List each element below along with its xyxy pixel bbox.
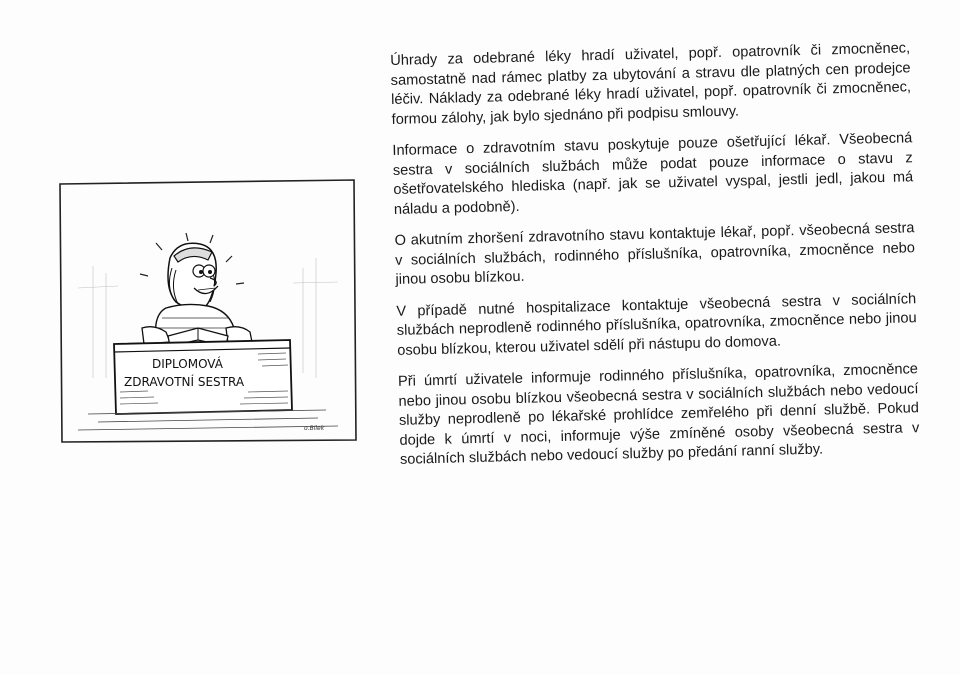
desk-sign-line2: ZDRAVOTNÍ SESTRA	[124, 375, 245, 389]
paragraph-death-notification: Při úmrtí uživatele informuje rodinného příslušníka, opatrovníka, zmocněnce nebo jinou osobu blízkou všeobecná sestra v sociálních službách nebo vedoucí služby neprodleně po lékařské prohlídce zemřelého při denní službě. Pokud dojde k úmrtí v noci, informuje výše zmíněné osoby všeobecná sestra v sociálních službách nebo vedoucí služby po předání ranní služby.	[397, 361, 920, 468]
paragraph-hospitalization: V případě nutné hospitalizace kontaktuje všeobecná sestra v sociálních službách neprodleně rodinného příslušníka, opatrovníka, zmocněnce nebo jinou osobu blízkou, kterou uživatel sdělí při nástupu do domova.	[396, 290, 917, 359]
paragraph-health-information: Informace o zdravotním stavu poskytuje pouze ošetřující lékař. Všeobecná sestra v sociálních službách může podat pouze informace o stavu z ošetřovatelského hlediska (např. jak se uživatel vyspal, jestli jedl, jakou má náladu a podobně).	[392, 130, 914, 218]
paragraph-acute-deterioration: O akutním zhoršení zdravotního stavu kontaktuje lékař, popř. všeobecná sestra v sociálních službách, rodinného příslušníka, opatrovníka, zmocněnce nebo jinou osobu blízkou.	[394, 220, 916, 288]
paragraph-medication-payment: Úhrady za odebrané léky hradí uživatel, popř. opatrovník či zmocněnec, samostatně nad rámec platby za ubytování a stravu dle platných cen prodejce léčiv. Náklady za odebrané léky hradí uživatel, popř. opatrovník či zmocněnec, formou zálohy, jak bylo sjednáno při podpisu smlouvy.	[390, 40, 912, 128]
desk-sign-line1: DIPLOMOVÁ	[152, 357, 223, 371]
document-text	[390, 39, 920, 482]
artist-signature: o.Bilek	[304, 425, 325, 432]
nurse-cartoon-illustration	[58, 178, 358, 444]
